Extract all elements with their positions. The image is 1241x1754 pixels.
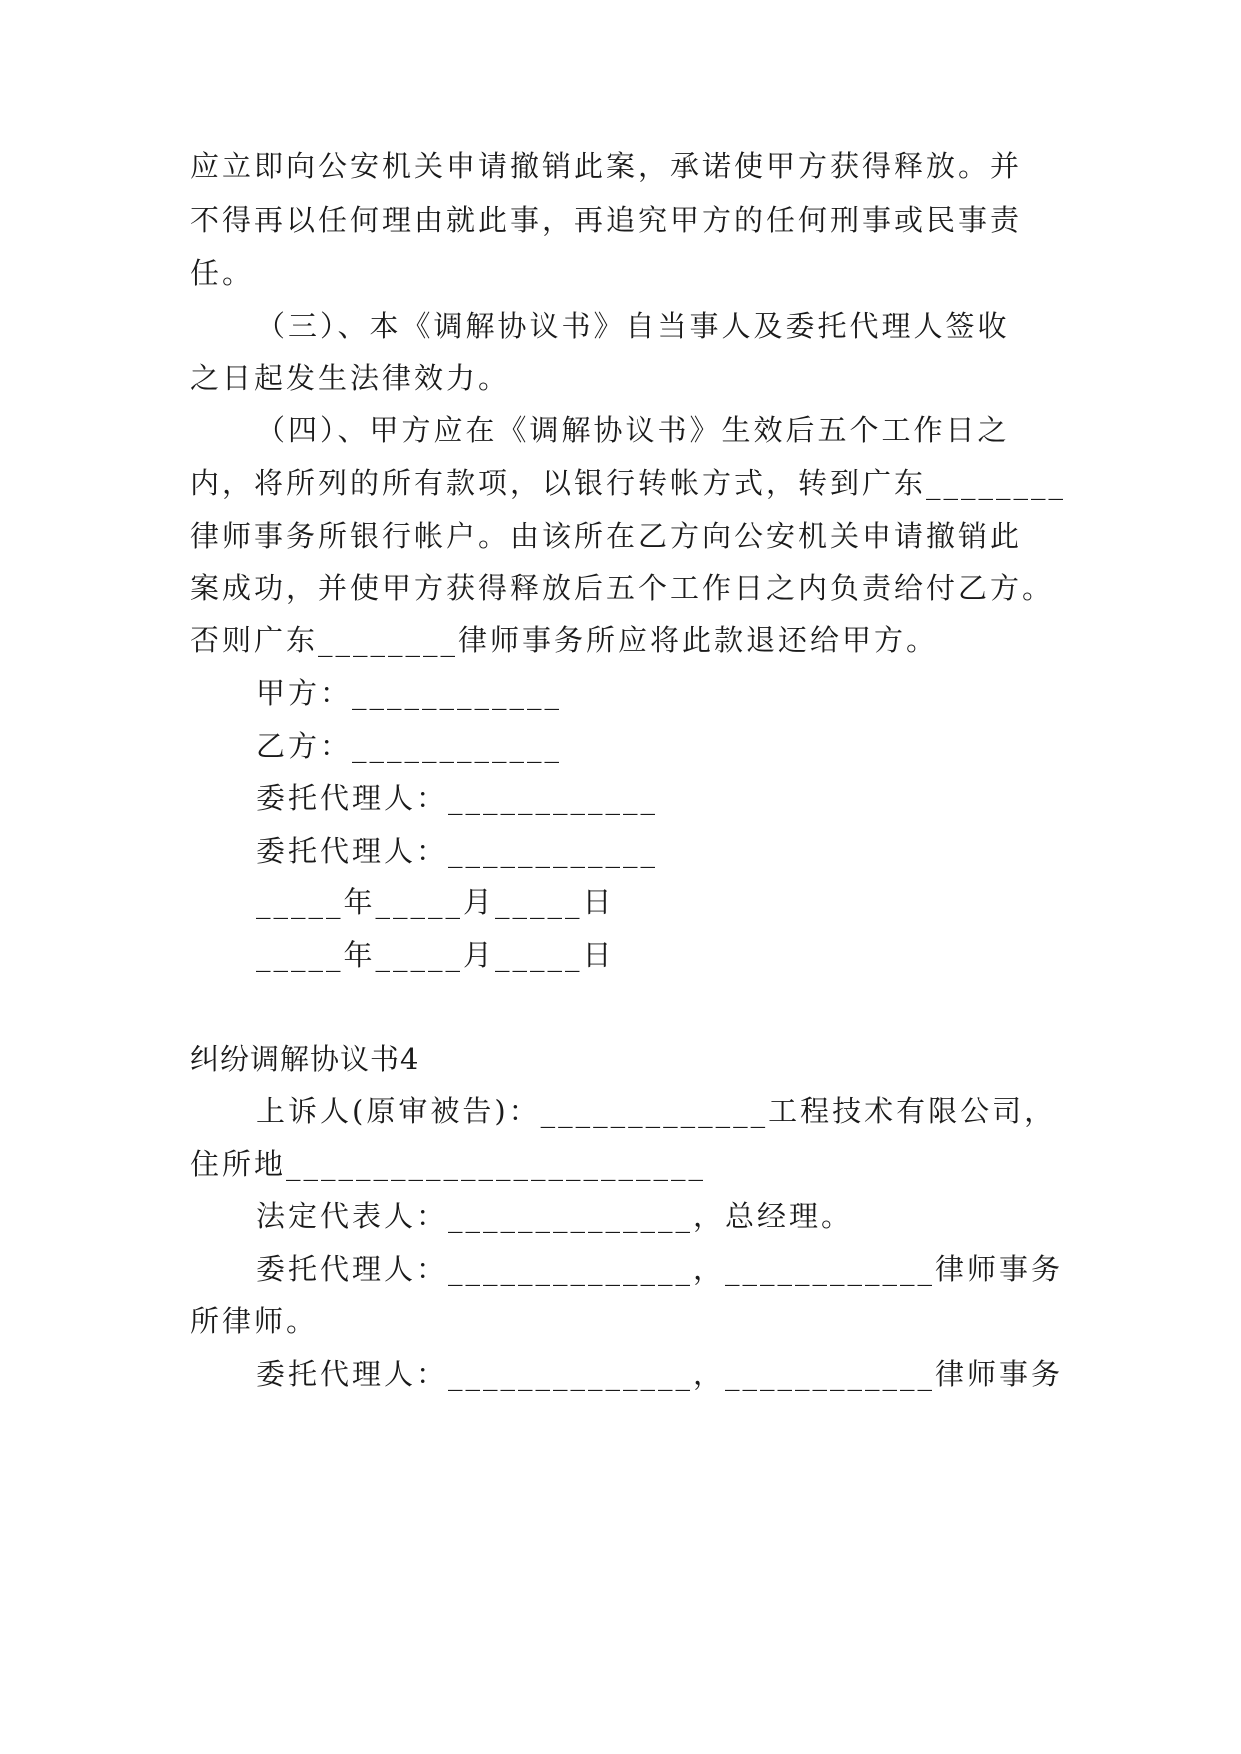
paragraph-line: 应立即向公安机关申请撤销此案，承诺使甲方获得释放。并 [190, 149, 1023, 183]
agent-line-continued: 所律师。 [190, 1304, 319, 1338]
appellant-line: 上诉人(原审被告)：_____________工程技术有限公司， [256, 1094, 1057, 1128]
section-heading: 纠纷调解协议书4 [190, 1042, 420, 1076]
paragraph-line: 否则广东________律师事务所应将此款退还给甲方。 [190, 623, 939, 657]
agent-line: 委托代理人：______________，____________律师事务 [256, 1357, 1064, 1391]
paragraph-line: 内，将所列的所有款项，以银行转帐方式，转到广东________ [190, 466, 1067, 500]
agent-signature-line: 委托代理人：____________ [256, 834, 659, 868]
paragraph-line: 案成功，并使甲方获得释放后五个工作日之内负责给付乙方。 [190, 571, 1055, 605]
date-line: _____年_____月_____日 [256, 885, 615, 919]
party-a-signature-line: 甲方：____________ [256, 676, 563, 710]
agent-line: 委托代理人：______________，____________律师事务 [256, 1252, 1064, 1286]
clause-four-line: （四）、甲方应在《调解协议书》生效后五个工作日之 [256, 413, 1010, 447]
date-line: _____年_____月_____日 [256, 938, 615, 972]
paragraph-line: 任。 [190, 256, 255, 290]
paragraph-line: 之日起发生法律效力。 [190, 361, 511, 395]
paragraph-line: 不得再以任何理由就此事，再追究甲方的任何刑事或民事责 [190, 203, 1023, 237]
party-b-signature-line: 乙方：____________ [256, 729, 563, 763]
clause-three-line: （三）、本《调解协议书》自当事人及委托代理人签收 [256, 309, 1010, 343]
paragraph-line: 律师事务所银行帐户。由该所在乙方向公安机关申请撤销此 [190, 519, 1023, 553]
legal-representative-line: 法定代表人：______________，总经理。 [256, 1199, 854, 1233]
agent-signature-line: 委托代理人：____________ [256, 781, 659, 815]
address-line: 住所地________________________ [190, 1147, 707, 1181]
